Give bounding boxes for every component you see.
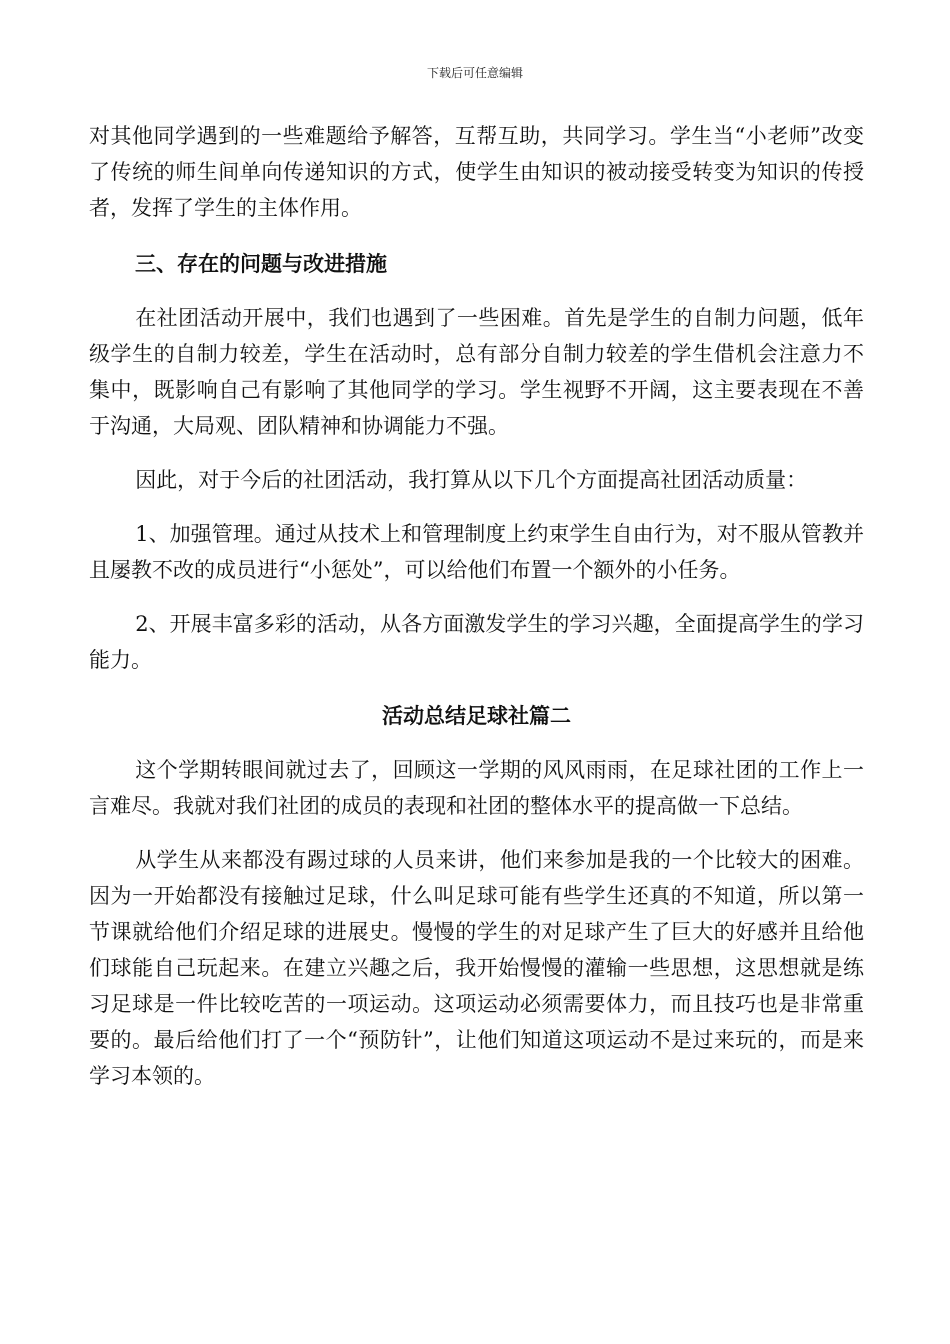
paragraph-6: 这个学期转眼间就过去了，回顾这一学期的风风雨雨，在足球社团的工作上一言难尽。我就对我们社团的成员的表现和社团的整体水平的提高做一下总结。	[89, 758, 864, 818]
paragraph-4: 1、加强管理。通过从技术上和管理制度上约束学生自由行为，对不服从管教并且屡教不改的成员进行“小惩处”，可以给他们布置一个额外的小任务。	[89, 522, 864, 582]
paragraph-7: 从学生从来都没有踢过球的人员来讲，他们来参加是我的一个比较大的困难。因为一开始都没有接触过足球，什么叫足球可能有些学生还真的不知道，所以第一节课就给他们介绍足球的进展史。慢慢的学生的对足球产生了巨大的好感并且给他们球能自己玩起来。在建立兴趣之后，我开始慢慢的灌输一些思想，这思想就是练习足球是一件比较吃苦的一项运动。这项运动必须需要体力，而且技巧也是非常重要的。最后给他们打了一个“预防针”，让他们知道这项运动不是过来玩的，而是来学习本领的。	[89, 848, 864, 1088]
paragraph-5: 2、开展丰富多彩的活动，从各方面激发学生的学习兴趣，全面提高学生的学习能力。	[89, 612, 864, 672]
paragraph-2: 在社团活动开展中，我们也遇到了一些困难。首先是学生的自制力问题，低年级学生的自制力较差，学生在活动时，总有部分自制力较差的学生借机会注意力不集中，既影响自己有影响了其他同学的学习。学生视野不开阔，这主要表现在不善于沟通，大局观、团队精神和协调能力不强。	[89, 306, 864, 438]
section-title-2: 活动总结足球社篇二	[382, 703, 571, 728]
header-note: 下载后可任意编辑	[426, 66, 523, 80]
paragraph-3: 因此，对于今后的社团活动，我打算从以下几个方面提高社团活动质量：	[135, 468, 808, 492]
section-heading-3: 三、存在的问题与改进措施	[135, 251, 387, 276]
document-body	[89, 118, 864, 1094]
paragraph-1: 对其他同学遇到的一些难题给予解答，互帮互助，共同学习。学生当“小老师”改变了传统的师生间单向传递知识的方式，使学生由知识的被动接受转变为知识的传授者，发挥了学生的主体作用。	[89, 124, 864, 220]
